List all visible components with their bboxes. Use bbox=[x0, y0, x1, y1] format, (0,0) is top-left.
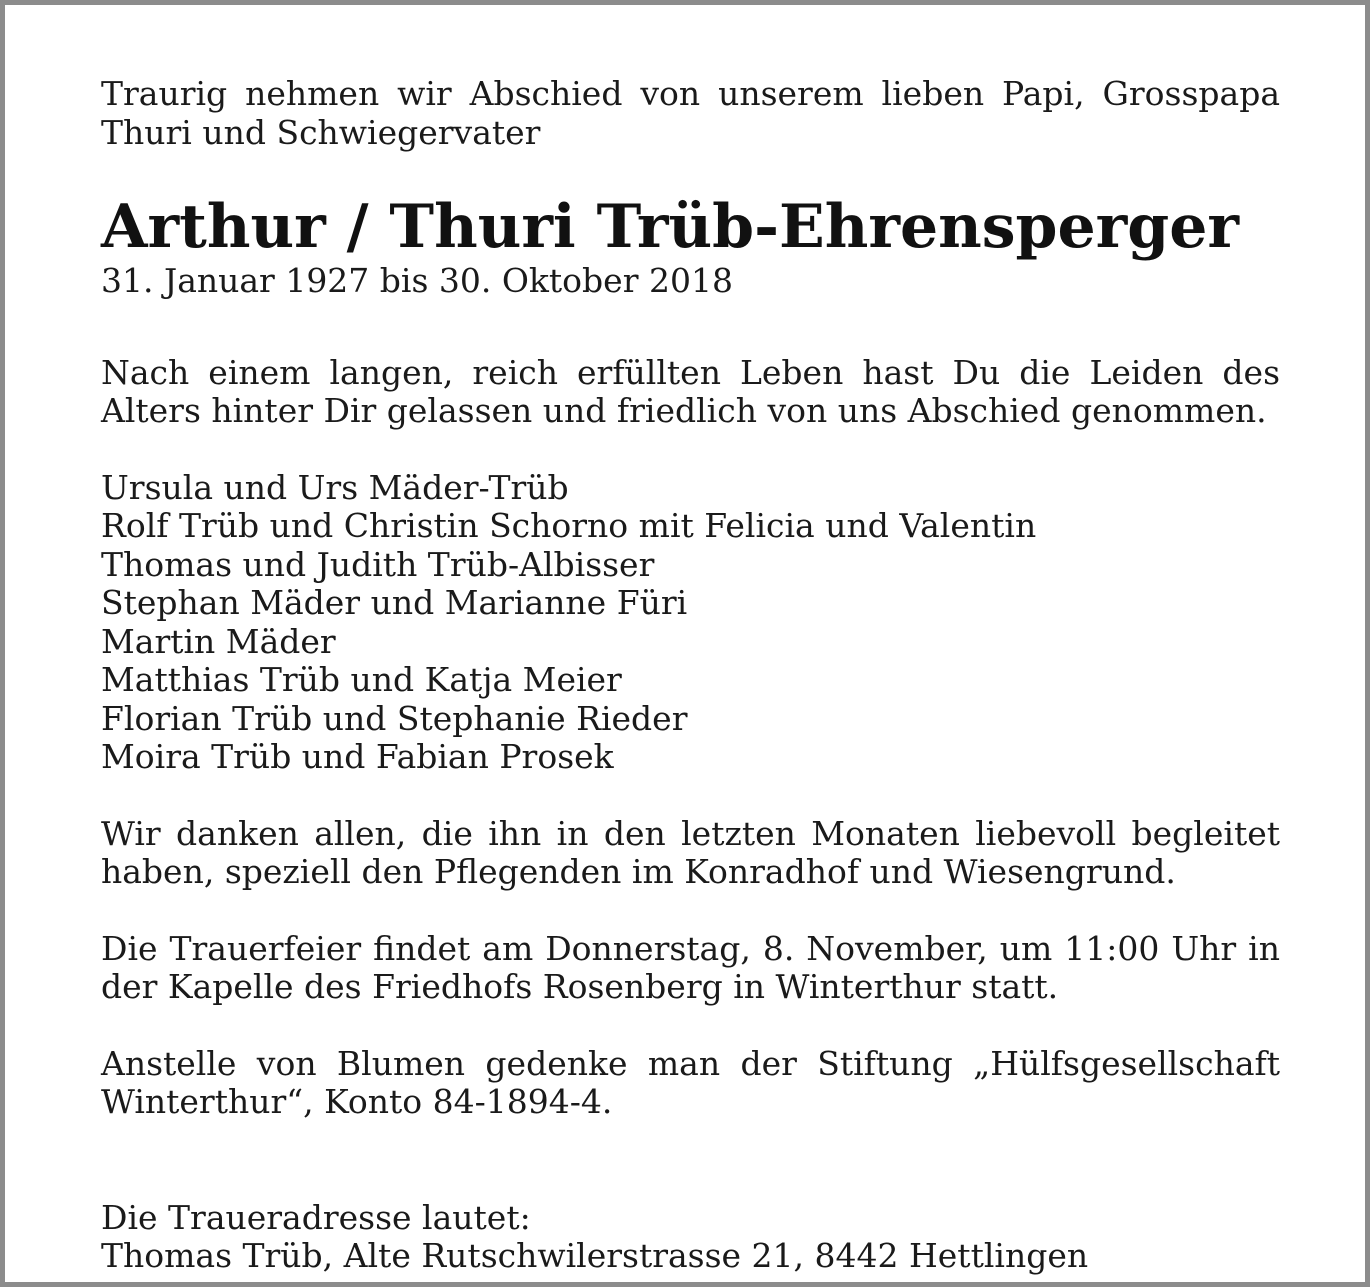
mourning-address: Thomas Trüb, Alte Rutschwilerstrasse 21, 8442 Hettlingen bbox=[101, 1236, 1089, 1275]
thanks-text: Wir danken allen, die ihn in den letzten Monaten liebevoll begleitet haben, speziell den Pflegenden im Konradhof und Wiesengrund. bbox=[101, 813, 1280, 891]
family-member: Matthias Trüb und Katja Meier bbox=[101, 660, 622, 699]
ceremony-info: Die Trauerfeier findet am Donnerstag, 8. November, um 11:00 Uhr in der Kapelle des Friedhofs Rosenberg in Winterthur statt. bbox=[101, 928, 1280, 1006]
family-member: Rolf Trüb und Christin Schorno mit Felicia und Valentin bbox=[101, 506, 1037, 545]
family-member: Ursula und Urs Mäder-Trüb bbox=[101, 467, 569, 507]
notice-content bbox=[101, 75, 1280, 1276]
family-member: Stephan Mäder und Marianne Füri bbox=[101, 583, 688, 622]
deceased-name: Arthur / Thuri Trüb-Ehrensperger bbox=[101, 192, 1240, 262]
family-member: Florian Trüb und Stephanie Rieder bbox=[101, 698, 688, 738]
family-member: Thomas und Judith Trüb-Albisser bbox=[101, 544, 655, 584]
family-member: Moira Trüb und Fabian Prosek bbox=[101, 737, 614, 776]
family-member: Martin Mäder bbox=[101, 621, 336, 661]
mourning-address-label: Die Traueradresse lautet: bbox=[101, 1197, 531, 1237]
intro-text: Traurig nehmen wir Abschied von unserem lieben Papi, Grosspapa Thuri und Schwiegervater bbox=[101, 74, 1280, 152]
life-dates: 31. Januar 1927 bis 30. Oktober 2018 bbox=[101, 261, 733, 300]
family-list bbox=[101, 469, 1280, 777]
donation-info: Anstelle von Blumen gedenke man der Stiftung „Hülfsgesellschaft Winterthur“, Konto 84-1894-4. bbox=[101, 1043, 1280, 1121]
farewell-message: Nach einem langen, reich erfüllten Leben hast Du die Leiden des Alters hinter Dir gelassen und friedlich von uns Abschied genommen. bbox=[101, 352, 1280, 430]
